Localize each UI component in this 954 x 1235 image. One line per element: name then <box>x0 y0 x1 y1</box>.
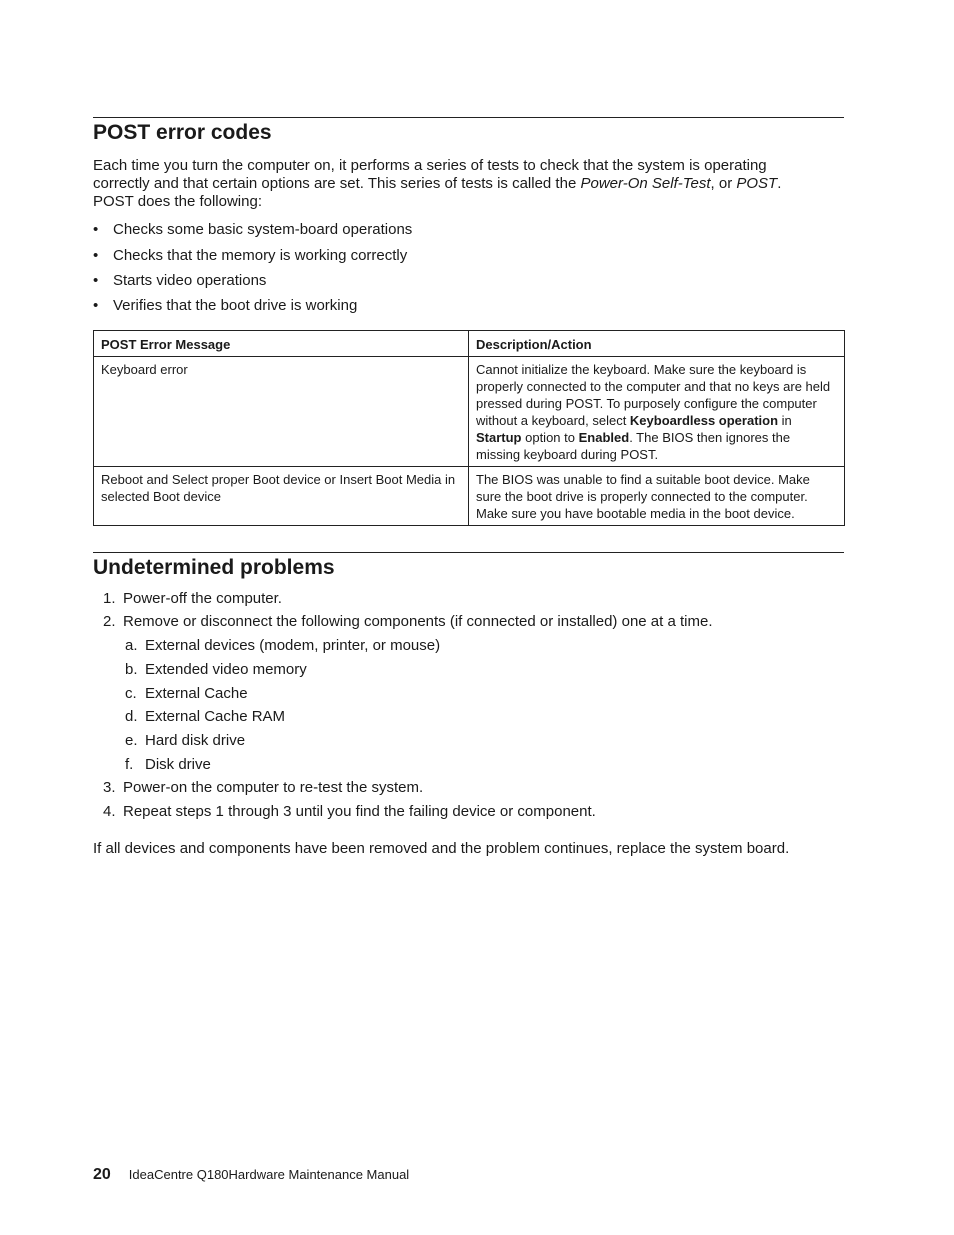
step-item: 4. Repeat steps 1 through 3 until you find the failing device or component. <box>103 803 596 820</box>
section-divider <box>93 117 844 118</box>
bullet-item: • Checks some basic system-board operations <box>93 221 413 238</box>
manual-title: IdeaCentre Q180Hardware Maintenance Manual <box>128 1167 410 1182</box>
column-header: Description/Action <box>469 331 845 357</box>
intro-paragraph <box>93 157 818 211</box>
page-number: 20 <box>93 1166 111 1183</box>
substep-item: e. Hard disk drive <box>125 732 246 749</box>
error-message-cell: Keyboard error <box>94 357 469 467</box>
table-header-row <box>94 331 845 357</box>
substep-item: b. Extended video memory <box>125 661 307 678</box>
intro-emphasis: POST <box>736 175 778 192</box>
step-item: 2. Remove or disconnect the following components (if connected or installed) one at a time. <box>103 613 713 630</box>
table-row <box>94 357 845 467</box>
section-divider <box>93 552 844 553</box>
description-cell: Cannot initialize the keyboard. Make sure the keyboard is properly connected to the computer and that no keys are held pressed during POST. To purposely configure the computer without a keyboard, select Keyboardless operation in Startup option to Enabled. The BIOS then ignores the missing keyboard during POST. <box>469 357 845 467</box>
substep-item: a. External devices (modem, printer, or mouse) <box>125 637 441 654</box>
substep-item: f. Disk drive <box>125 756 211 773</box>
section-title-post-error-codes: POST error codes <box>93 121 272 144</box>
intro-text: Each time you turn the computer on, it performs a series of tests to check that the system is operating correctly and that certain options are set. This series of tests is called the <box>93 157 767 192</box>
intro-text: , or <box>710 175 737 192</box>
step-item: 3. Power-on the computer to re-test the system. <box>103 779 424 796</box>
bullet-item: • Verifies that the boot drive is working <box>93 297 358 314</box>
post-error-table <box>93 330 845 526</box>
page-footer <box>93 1166 409 1184</box>
intro-emphasis: Power-On Self-Test <box>580 175 711 192</box>
table-row <box>94 467 845 526</box>
step-item: 1. Power-off the computer. <box>103 590 282 607</box>
section-title-undetermined-problems: Undetermined problems <box>93 556 335 579</box>
intro-text: . POST does the following: <box>93 175 782 210</box>
column-header: POST Error Message <box>94 331 469 357</box>
description-cell: The BIOS was unable to find a suitable boot device. Make sure the boot drive is properly connected to the computer. Make sure you have bootable media in the boot device. <box>469 467 845 526</box>
substep-item: d. External Cache RAM <box>125 708 286 725</box>
substep-item: c. External Cache <box>125 685 248 702</box>
bullet-item: • Checks that the memory is working correctly <box>93 247 408 264</box>
error-message-cell: Reboot and Select proper Boot device or Insert Boot Media in selected Boot device <box>94 467 469 526</box>
bullet-item: • Starts video operations <box>93 272 267 289</box>
closing-paragraph: If all devices and components have been removed and the problem continues, replace the system board. <box>93 840 790 857</box>
